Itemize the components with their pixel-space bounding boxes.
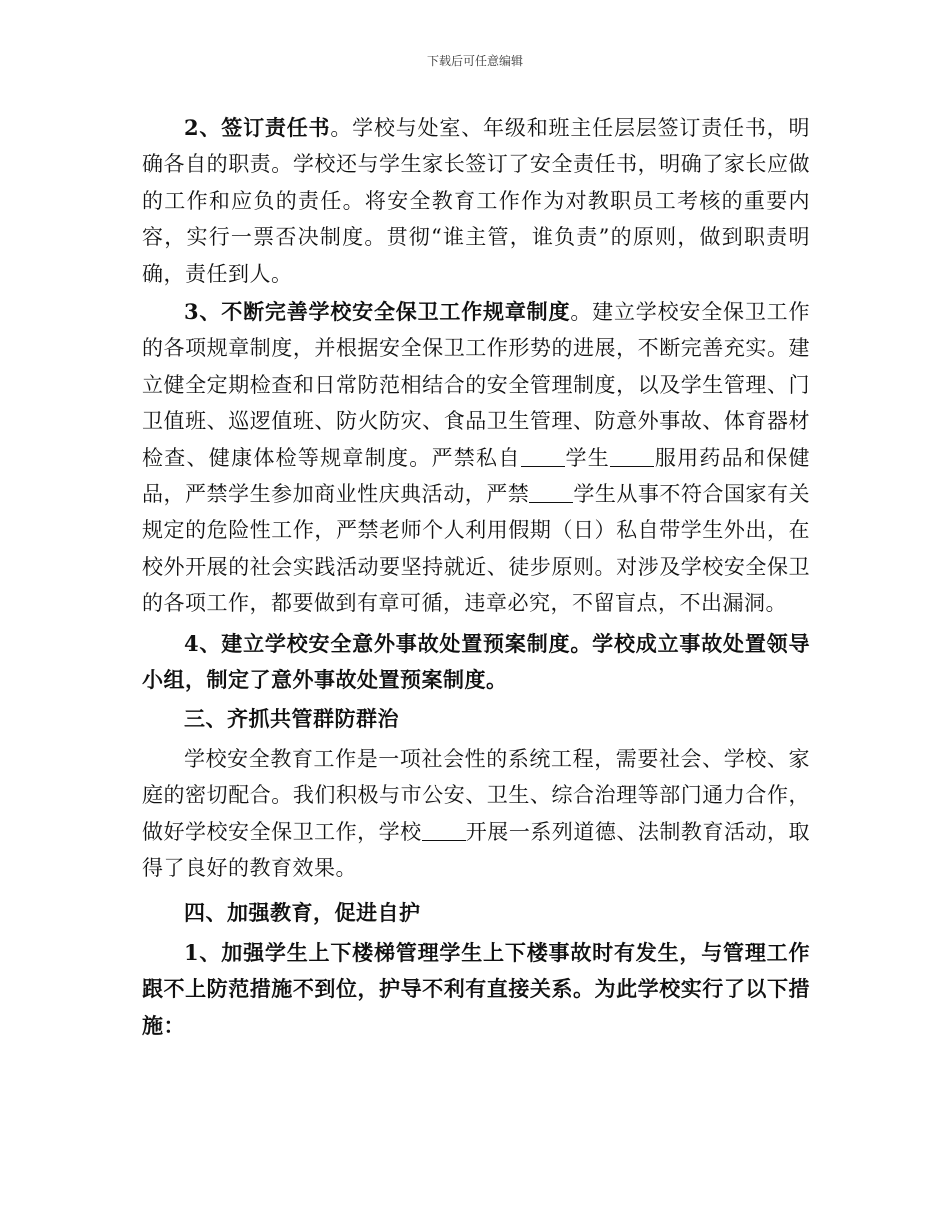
paragraph-stairs: 1、加强学生上下楼梯管理学生上下楼事故时有发生，与管理工作跟不上防范措施不到位，护导不利有直接关系。为此学校实行了以下措施：: [142, 939, 810, 1038]
paragraph-text: 开展一系列道德、法制教育活动，取得了良好的教育效果。: [142, 819, 811, 881]
paragraph-regulations: [142, 294, 810, 622]
paragraph-responsibility: [142, 110, 810, 292]
paragraph-text: 。学校与处室、年级和班主任层层签订责任书，明确各自的职责。学校还与学生家长签订了安全责任书，明确了家长应做的工作和应负的责任。将安全教育工作作为对教职员工考核的重要内容，实行一票否决制度。贯彻“谁主管，谁负责”的原则，做到职责明确，责任到人。: [142, 116, 810, 286]
paragraph-text: 学校安全教育工作是一项社会性的系统工程，需要社会、学校、家庭的密切配合。我们积极与市公安、卫生、综合治理等部门通力合作，做好学校安全保卫工作，学校: [142, 746, 810, 844]
paragraph-text: 学生从事不符合国家有关规定的危险性工作，严禁老师个人利用假期（日）私自带学生外出，在校外开展的社会实践活动要坚持就近、徒步原则。对涉及学校安全保卫的各项工作，都要做到有章可循，违章必究，不留盲点，不出漏洞。: [142, 482, 811, 616]
blank-underline: [521, 445, 565, 467]
blank-underline: [610, 445, 654, 467]
paragraph-text: 。建立学校安全保卫工作的各项规章制度，并根据安全保卫工作形势的进展，不断完善充实。建立健全定期检查和日常防范相结合的安全管理制度，以及学生管理、门卫值班、巡逻值班、防火防灾、食品卫生管理、防意外事故、体育器材检查、健康体检等规章制度。严禁私自: [142, 300, 810, 470]
page-header: 下载后可任意编辑: [426, 54, 523, 68]
paragraph-lead: 2、签订责任书: [184, 115, 331, 140]
paragraph-cooperation: [142, 741, 810, 887]
blank-underline: [529, 481, 573, 503]
paragraph-text: 学生: [564, 445, 611, 470]
blank-underline: [422, 819, 466, 841]
paragraph-emergency-plan: 4、建立学校安全意外事故处置预案制度。学校成立事故处置领导小组，制定了意外事故处置预案制度。: [142, 630, 810, 693]
document-body: [142, 110, 810, 1044]
section-heading-three: 三、齐抓共管群防群治: [184, 705, 399, 731]
paragraph-lead: 3、不断完善学校安全保卫工作规章制度: [184, 299, 571, 325]
paragraph-text: 服用药品和保健品，严禁学生参加商业性庆典活动，严禁: [142, 445, 811, 507]
section-heading-four: 四、加强教育，促进自护: [184, 899, 421, 925]
